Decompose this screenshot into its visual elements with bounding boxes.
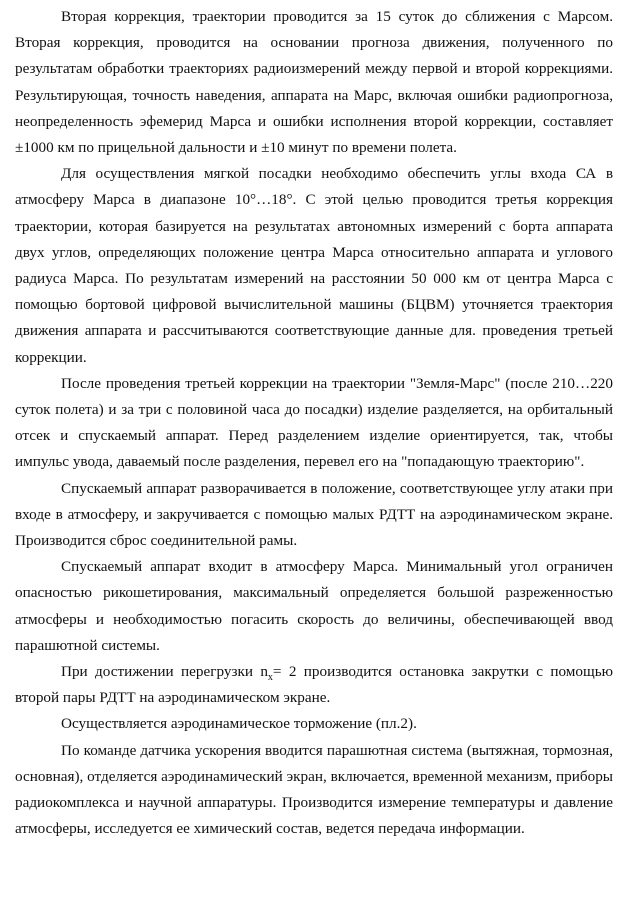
paragraph-separation: После проведения третьей коррекции на траектории "Земля-Марс" (после 210…220 суток полета) и за три с половиной часа до посадки) изделие разделяется, на орбитальный отсек и спускаемый аппарат. Перед разделением изделие ориентируется, так, чтобы импульс увода, даваемый после разделения, перевел его на "попадающую траекторию". <box>15 374 613 471</box>
paragraph-second-correction: Вторая коррекция, траектории проводится за 15 суток до сближения с Марсом. Вторая коррекция, проводится на основании прогноза движения, полученного по результатам обработки траекториях радиоизмерений между первой и второй коррекциями. Результирующая, точность наведения, аппарата на Марс, включая ошибки радиопрогноза, неопределенность эфемерид Марса и ошибки исполнения второй коррекции, составляет ±1000 км по прицельной дальности и ±10 минут по времени полета. <box>15 8 613 157</box>
paragraph-parachute: По команде датчика ускорения вводится парашютная система (вытяжная, тормозная, основная), отделяется аэродинамический экран, включается, временной механизм, приборы радиокомплекса и научной аппаратуры. Производится измерение температуры и давление атмосферы, исследуется ее химический состав, ведется передача информации. <box>15 741 613 838</box>
overload-text-after: = 2 производится остановка закрутки с помощью второй пары РДТТ на аэродинамическом экране. <box>15 663 613 707</box>
paragraph-atmosphere-entry: Спускаемый аппарат входит в атмосферу Марса. Минимальный угол ограничен опасностью рикошетирования, максимальный определяется большой разреженностью атмосферы и необходимостью погасить скорость до величины, обеспечивающей ввод парашютной системы. <box>15 558 613 654</box>
overload-subscript: x <box>267 672 273 684</box>
paragraph-descent-orientation: Спускаемый аппарат разворачивается в положение, соответствующее углу атаки при входе в атмосферу, и закручивается с помощью малых РДТТ на аэродинамическом экране. Производится сброс соединительной рамы. <box>15 479 613 550</box>
paragraph-overload <box>15 659 613 711</box>
paragraph-soft-landing: Для осуществления мягкой посадки необходимо обеспечить углы входа СА в атмосферу Марса в диапазоне 10°…18°. С этой целью проводится третья коррекция траектории, которая базируется на результатах автономных измерений с борта аппарата двух углов, определяющих положение центра Марса относительно аппарата и углового радиуса Марса. По результатам измерений на расстоянии 50 000 км от центра Марса с помощью бортовой цифровой вычислительной машины (БЦВМ) уточняется траектория движения аппарата и рассчитываются соответствующие данные для. проведения третьей коррекции. <box>15 165 613 366</box>
overload-text-before: При достижении перегрузки n <box>61 663 268 681</box>
paragraph-aero-braking: Осуществляется аэродинамическое торможение (пл.2). <box>61 715 417 733</box>
